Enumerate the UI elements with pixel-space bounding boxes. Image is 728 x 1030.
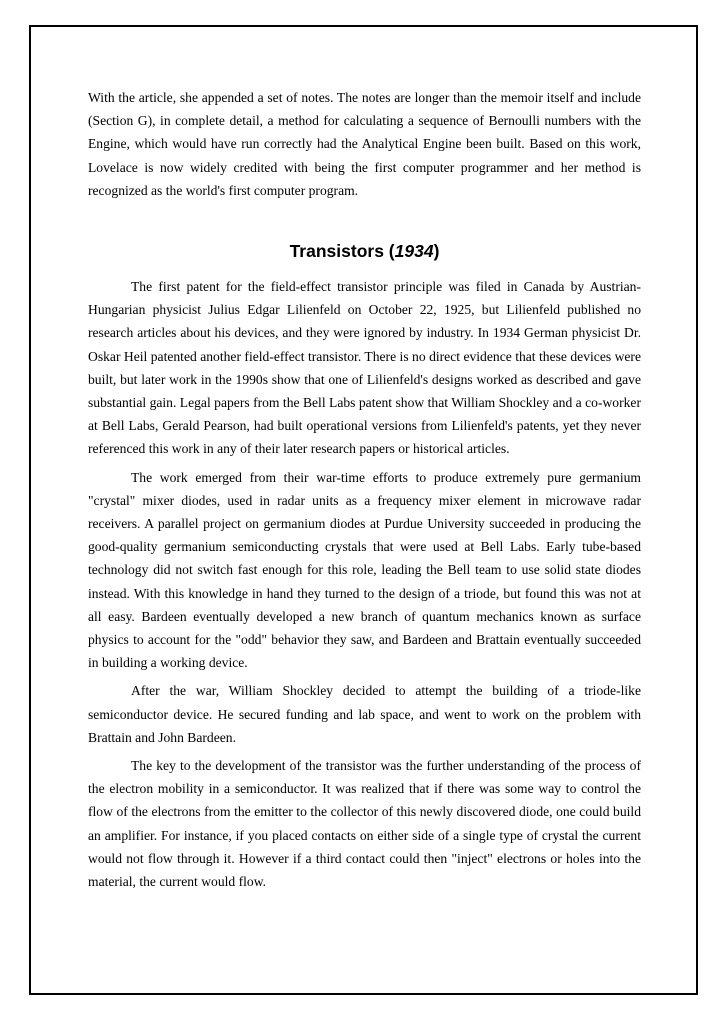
section-heading	[88, 239, 641, 263]
intro-paragraph: With the article, she appended a set of notes. The notes are longer than the memoir itself and include (Section G), in complete detail, a method for calculating a sequence of Bernoulli numbers with the Engine, which would have run correctly had the Analytical Engine been built. Based on this work, Lovelace is now widely credited with being the first computer programmer and her method is recognized as the world's first computer program.	[88, 90, 641, 198]
section-year-close: )	[433, 241, 440, 262]
paragraph-after-the-war: After the war, William Shockley decided to attempt the building of a triode-like semiconductor device. He secured funding and lab space, and went to work on the problem with Brattain and John Bardeen.	[88, 683, 641, 745]
section-title: Transistors	[289, 241, 384, 262]
section-year: 1934	[394, 241, 434, 262]
paragraph-war-time-work: The work emerged from their war-time efforts to produce extremely pure germanium "crystal" mixer diodes, used in radar units as a frequency mixer element in microwave radar receivers. A parallel project on germanium diodes at Purdue University succeeded in producing the good-quality germanium semiconducting crystals that were used at Bell Labs. Early tube-based technology did not switch fast enough for this role, leading the Bell team to use solid state diodes instead. With this knowledge in hand they turned to the design of a triode, but found this was not at all easy. Bardeen eventually developed a new branch of quantum mechanics known as surface physics to account for the "odd" behavior they saw, and Bardeen and Brattain eventually succeeded in building a working device.	[88, 469, 641, 671]
section-year-open: (	[383, 241, 395, 262]
paragraph-electron-mobility: The key to the development of the transistor was the further understanding of the process of the electron mobility in a semiconductor. It was realized that if there was some way to control the flow of the electrons from the emitter to the collector of this newly discovered diode, one could build an amplifier. For instance, if you placed contacts on either side of a single type of crystal the current would not flow through it. However if a third contact could then "inject" electrons or holes into the material, the current would flow.	[88, 758, 641, 890]
document-body	[88, 86, 641, 893]
paragraph-first-patent: The first patent for the field-effect transistor principle was filed in Canada by Austrian-Hungarian physicist Julius Edgar Lilienfeld on October 22, 1925, but Lilienfeld published no research articles about his devices, and they were ignored by industry. In 1934 German physicist Dr. Oskar Heil patented another field-effect transistor. There is no direct evidence that these devices were built, but later work in the 1990s show that one of Lilienfeld's designs worked as described and gave substantial gain. Legal papers from the Bell Labs patent show that William Shockley and a co-worker at Bell Labs, Gerald Pearson, had built operational versions from Lilienfeld's patents, yet they never referenced this work in any of their later research papers or historical articles.	[88, 279, 641, 457]
